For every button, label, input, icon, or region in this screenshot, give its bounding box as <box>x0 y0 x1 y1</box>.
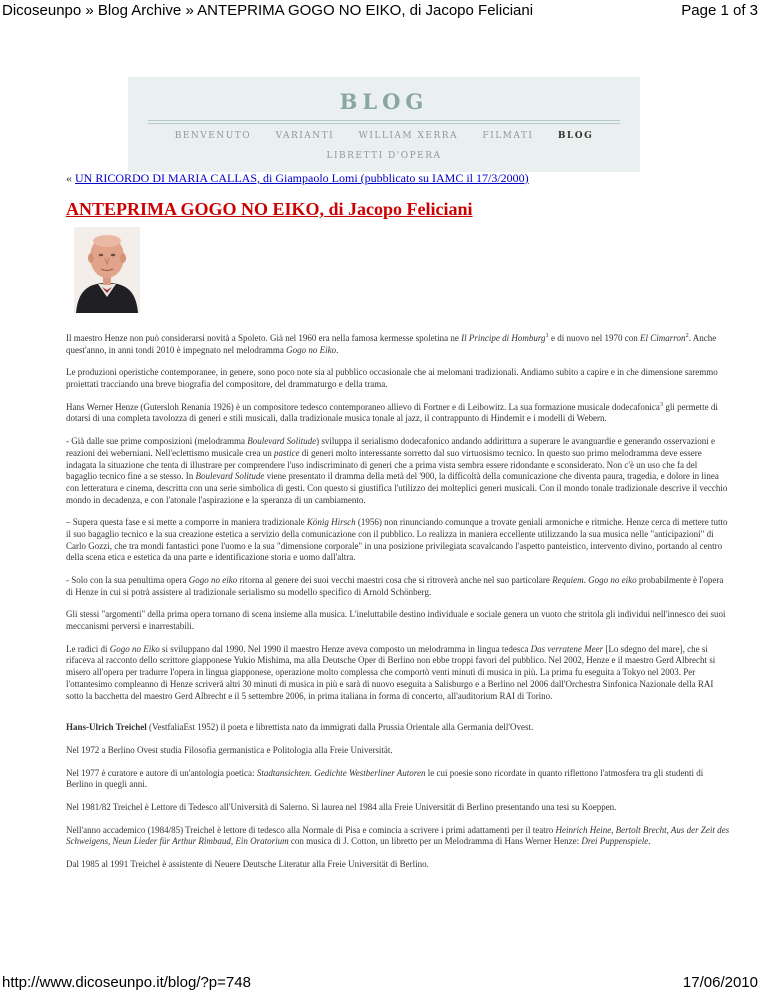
author-photo <box>74 227 140 313</box>
paragraph: Gli stessi "argomenti" della prima opera tornano di scena insieme alla musica. L'ineluttabile destino individuale e sociale genera un vuoto che stritola gli individui nell'innesco dei suoi meccanismi perversi e inarrestabili. <box>66 609 726 632</box>
previous-post-nav <box>66 171 529 186</box>
previous-post-link[interactable]: UN RICORDO DI MARIA CALLAS, di Giampaolo Lomi (pubblicato su IAMC il 17/3/2000) <box>75 171 529 185</box>
banner-divider <box>148 120 620 121</box>
post-body <box>66 333 730 882</box>
paragraph: Nel 1981/82 Treichel è Lettore di Tedesco all'Università di Salerno. Si laurea nel 1984 alla Freie Universität di Berlino presentando una tesi su Koeppen. <box>66 801 617 812</box>
nav-item-william-xerra[interactable]: WILLIAM XERRA <box>358 131 459 141</box>
post-title[interactable]: ANTEPRIMA GOGO NO EIKO, di Jacopo Feliciani <box>66 199 473 219</box>
paragraph: Il maestro Henze non può considerarsi novità a Spoleto. Già nel 1960 era nella famosa kermesse spoletina ne Il Principe di Homburg$^1$ e di nuovo nel 1970 con El Cimarron$^2$. Anche quest'anno, in anni tondi 2010 è impegnato nel melodramma Gogo no Eiko. <box>66 332 717 355</box>
paragraph: Dal 1985 al 1991 Treichel è assistente di Neuere Deutsche Literatur alla Freie Universität di Berlino. <box>66 859 429 869</box>
paragraph: Nell'anno accademico (1984/85) Treichel è lettore di tedesco alla Normale di Pisa e comincia a scrivere i primi adattamenti per il teatro Heinrich Heine, Bertolt Brecht, Aus der Zeit des Schweigens, Neun Lieder für Arthur Rimbaud, Ein Oratorium con musica di J. Cotton, un libretto per un Melodramma di Hans Werner Henze: Drei Puppenspiele. <box>66 824 730 847</box>
paragraph: Le radici di Gogo no Eiko si sviluppano dal 1990. Nel 1990 il maestro Henze aveva composto un melodramma in lingua tedesca Das verratene Meer [Lo sdegno del mare], che si rifaceva al racconto dello scrittore giapponese Yukio Mishima, ma alla Deutsche Oper di Berlino non ebbe troppi favori del pubblico. Nel 2002, Henze e il maestro Gerd Albrecht si misero all'opera per tradurre l'opera in lingua giapponese, operazione molto complessa che comportò venti minuti di musica in più. La prima fu eseguita a Tokyo nel 2003. Per l'ottantesimo compleanno di Henze scriverà altri 30 minuti di musica in più e sarà di nuovo eseguita a Salisburgo e a Berlino nel 2006 dall'Orchestra Sinfonica Nazionale della RAI sotto la bacchetta del maestro Gerd Albrecht e il 5 settembre 2006, in prima italiana in forma di concerto, all'auditorium RAI di Torino. <box>66 643 716 701</box>
print-page-url: http://www.dicoseunpo.it/blog/?p=748 <box>2 974 251 991</box>
paragraph: Hans Werner Henze (Gutersloh Renania 1926) è un compositore tedesco contemporaneo allievo di Fortner e di Leibowitz. La sua formazione musicale dodecafonica$^3$ gli permette di dotarsi di una completa tavolozza di generi e stili musicali, dalla tradizionale musica tonale al jazz, il contrappunto di Hindemit e i modelli di Webern. <box>66 400 718 424</box>
paragraph: Nel 1977 è curatore e autore di un'antologia poetica: Stadtansichten. Gedichte Westberliner Autoren le cui poesie sono ricordate in quanto riflettono l'atmosfera tra gli studenti di Berlino in quegli anni. <box>66 767 704 790</box>
print-date: 17/06/2010 <box>682 974 758 991</box>
nav-item-benvenuto[interactable]: BENVENUTO <box>174 131 252 141</box>
print-page-number: Page 1 of 3 <box>681 2 758 19</box>
main-nav <box>128 131 640 141</box>
nav-item-filmati[interactable]: FILMATI <box>482 131 534 141</box>
print-header <box>0 2 768 24</box>
blog-banner <box>128 77 640 172</box>
print-footer <box>0 974 768 994</box>
paragraph: Le produzioni operistiche contemporanee, in genere, sono poco note sia al pubblico occasionale che ai melomani tradizionali. Andiamo subito a capire e in che dimensione saremmo proiettati tracciando una breve biografia del compositore, del drammaturgo e della trama. <box>66 367 718 390</box>
prev-arrow: « <box>66 171 75 185</box>
paragraph: – Supera questa fase e si mette a comporre in maniera tradizionale König Hirsch (1956) non rinunciando comunque a trovate geniali armoniche e ritmiche. Henze cerca di mettere tutto il suo bagaglio tecnico e la sua creazione estetica a servizio della comunicazione con il pubblico. Lo realizza in maniera eccellente utilizzando la sua musica nelle "anticipazioni" di Carlo Gozzi, che tra mondi fantastici pone l'uomo e la sua "dimensione corporale" in una posizione privilegiata scavalcando l'aspetto panteistico, intervento divino, portando al centro della scena etica e estetica da una parte e identificazione storia e uomo dall'altra. <box>66 517 728 563</box>
paragraph: - Solo con la sua penultima opera Gogo no eiko ritorna al genere dei suoi vecchi maestri cosa che si ritroverà anche nel suo particolare Requiem. Gogo no eiko probabilmente è l'opera di Henze in cui si potrà assistere al tradizionale serialismo su modello specifico di Arnold Schönberg. <box>66 575 724 597</box>
blog-title: BLOG <box>339 89 429 114</box>
portrait-image <box>74 227 140 313</box>
paragraph: Nel 1972 a Berlino Ovest studia Filosofia germanistica e Politologia alla Freie Universität. <box>66 744 393 755</box>
nav-item-libretti[interactable]: LIBRETTI D'OPERA <box>326 151 442 161</box>
nav-item-blog[interactable]: BLOG <box>557 131 594 141</box>
paragraph: - Già dalle sue prime composizioni (melodramma Boulevard Solitude) sviluppa il serialismo dodecafonico andando addirittura a superare le avanguardie e generando osservazioni e reazioni dei weberniani. Nell'eclettismo musicale crea un pastice di generi molto interessante sorretto dal suo virtuosismo tecnico. In questo suo primo melodramma deve essere indagata la situazione che tenta di illustrare per comprendere l'uso indiscriminato di generi che a prima vista sembra essere ridondante e sconsiderato. Non c'è un uso che fa del bagaglio tecnico fine a se stesso. In Boulevard Solitude viene presentato il dramma della metà del '900, la difficoltà della comunicazione che diventa paura, tragedia, e dolore in linea con letteratura e cinema, descritta con una serie simbolica di gesti. Con questo si giustifica l'utilizzo dei molteplici generi musicali. Con il mondo tonale tradizionale descrive il vecchio mondo in decadenza, e con l'atonale l'aspirazione e la speranza di un cambiamento. <box>66 436 728 505</box>
print-page-title: Dicoseunpo » Blog Archive » ANTEPRIMA GOGO NO EIKO, di Jacopo Feliciani <box>2 2 534 19</box>
nav-item-varianti[interactable]: VARIANTI <box>275 131 335 141</box>
banner-divider <box>148 123 620 124</box>
paragraph: Hans-Ulrich Treichel (VestfaliaEst 1952) il poeta e librettista nato da immigrati dalla Prussia Orientale alla Germania dell'Ovest. <box>66 722 534 733</box>
